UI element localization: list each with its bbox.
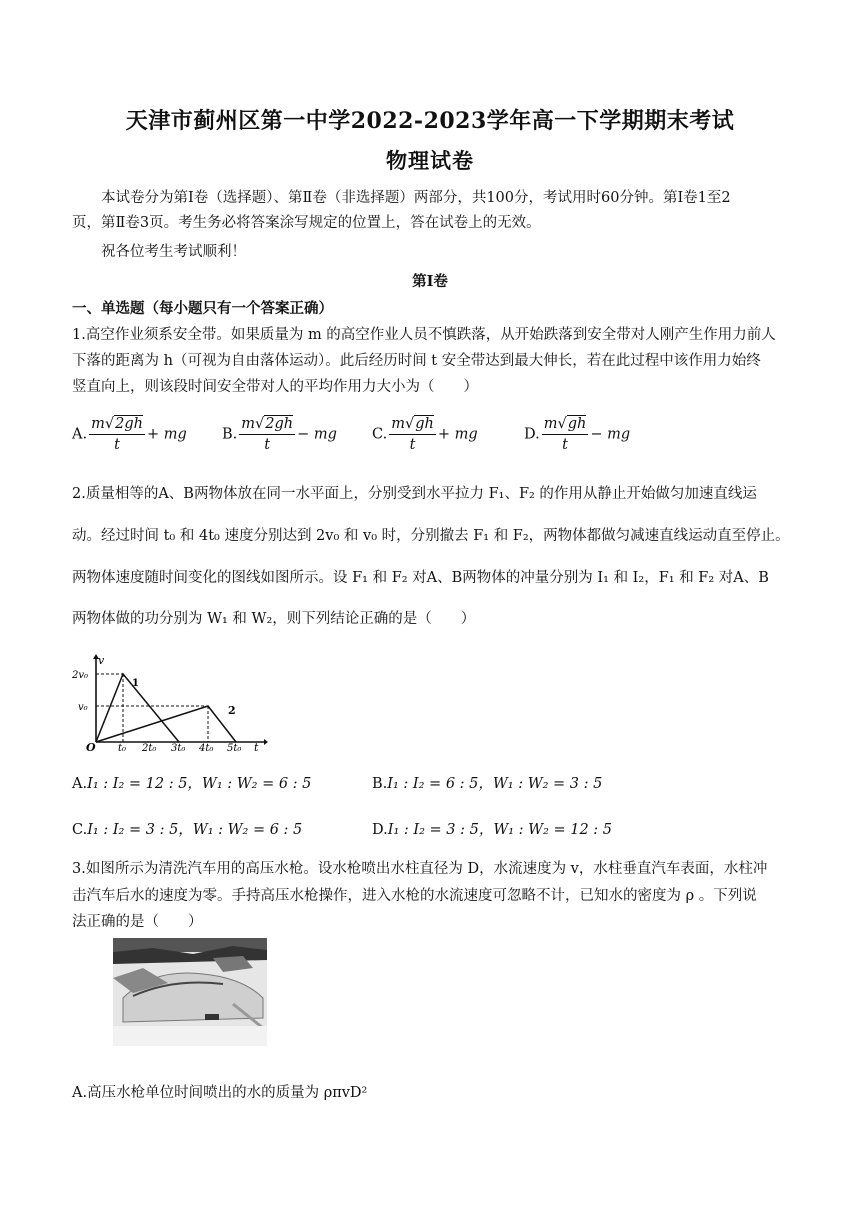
- fraction: $\frac{m√2gh}{t}$: [91, 416, 143, 453]
- q2-line-4: 两物体做的功分别为 W₁ 和 W₂，则下列结论正确的是（ ）: [72, 611, 476, 627]
- intro-wish: 祝各位考生考试顺利！: [101, 244, 246, 260]
- q3-line-2: 击汽车后水的速度为零。手持高压水枪操作，进入水枪的水流速度可忽略不计，已知水的密度为 ρ 。下列说: [72, 888, 757, 904]
- origin-label: O: [86, 741, 96, 752]
- tick-2v0: 2v₀: [72, 670, 89, 681]
- q2-line-1: 2.质量相等的A、B两物体放在同一水平面上，分别受到水平拉力 F₁、F₂ 的作用从静止开始做匀加速直线运: [72, 486, 757, 502]
- q1-line-1: 1.高空作业须系安全带。如果质量为 m 的高空作业人员不慎跌落，从开始跌落到安全带对人刚产生作用力前人: [72, 327, 776, 343]
- velocity-time-graph: [68, 652, 268, 752]
- line-1-label: 1: [132, 678, 139, 689]
- section-heading: 一、单选题（每小题只有一个答案正确）: [72, 300, 333, 317]
- exam-subtitle: 物理试卷: [386, 148, 474, 173]
- q2-option-b[interactable]: B.I₁ : I₂ = 6 : 5，W₁ : W₂ = 3 : 5: [372, 776, 603, 792]
- t-axis-arrow-icon: [264, 739, 268, 745]
- q1-option-d[interactable]: D. $\frac{m√gh}{t}$ − mg: [524, 416, 631, 453]
- axis-v-label: v: [98, 654, 105, 667]
- tick-5t0: 5t₀: [227, 743, 242, 752]
- exam-title: 天津市蓟州区第一中学2022-2023学年高一下学期期末考试: [125, 108, 735, 134]
- tick-t0: t₀: [118, 743, 127, 752]
- tick-3t0: 3t₀: [171, 743, 186, 752]
- q1-option-b[interactable]: B. $\frac{m√2gh}{t}$ − mg: [222, 416, 337, 453]
- q1-option-c[interactable]: C. $\frac{m√gh}{t}$ + mg: [372, 416, 478, 453]
- intro-line-2: 页，第Ⅱ卷3页。考生务必将答案涂写规定的位置上，答在试卷上的无效。: [72, 215, 541, 231]
- q2-line-3: 两物体速度随时间变化的图线如图所示。设 F₁ 和 F₂ 对A、B两物体的冲量分别为 I₁ 和 I₂，F₁ 和 F₂ 对A、B: [72, 570, 769, 586]
- tick-v0: v₀: [78, 702, 88, 713]
- part-heading: 第Ⅰ卷: [412, 273, 448, 290]
- fraction: $\frac{m√2gh}{t}$: [241, 416, 294, 453]
- q2-line-2: 动。经过时间 t₀ 和 4t₀ 速度分别达到 2v₀ 和 v₀ 时，分别撤去 F₁ 和 F₂，两物体都做匀减速直线运动直至停止。: [72, 528, 790, 544]
- axis-t-label: t: [254, 741, 259, 752]
- line-2-label: 2: [228, 704, 236, 717]
- tick-2t0: 2t₀: [142, 743, 157, 752]
- q1-line-2: 下落的距离为 h（可视为自由落体运动）。此后经历时间 t 安全带达到最大伸长，若在此过程中该作用力始终: [72, 353, 761, 369]
- graph-line-2: [96, 706, 236, 742]
- tick-4t0: 4t₀: [199, 743, 214, 752]
- q2-option-a[interactable]: A.I₁ : I₂ = 12 : 5，W₁ : W₂ = 6 : 5: [72, 776, 312, 792]
- intro-line-1: 本试卷分为第Ⅰ卷（选择题）、第Ⅱ卷（非选择题）两部分，共100分，考试用时60分钟。第Ⅰ卷1至2: [101, 190, 731, 206]
- q3-line-3: 法正确的是（ ）: [72, 914, 203, 930]
- pressure-washer-photo: [113, 938, 267, 1046]
- fraction: $\frac{m√gh}{t}$: [543, 416, 587, 453]
- q3-option-a[interactable]: A.高压水枪单位时间喷出的水的质量为 ρπvD²: [72, 1085, 368, 1101]
- q2-option-d[interactable]: D.I₁ : I₂ = 3 : 5，W₁ : W₂ = 12 : 5: [372, 822, 613, 838]
- q2-option-c[interactable]: C.I₁ : I₂ = 3 : 5，W₁ : W₂ = 6 : 5: [72, 822, 303, 838]
- q1-option-a[interactable]: A. $\frac{m√2gh}{t}$ + mg: [72, 416, 187, 453]
- fraction: $\frac{m√gh}{t}$: [391, 416, 434, 453]
- q1-line-3: 竖直向上，则该段时间安全带对人的平均作用力大小为（ ）: [72, 379, 478, 395]
- q3-line-1: 3.如图所示为清洗汽车用的高压水枪。设水枪喷出水柱直径为 D，水流速度为 v，水柱垂直汽车表面，水柱冲: [72, 861, 768, 877]
